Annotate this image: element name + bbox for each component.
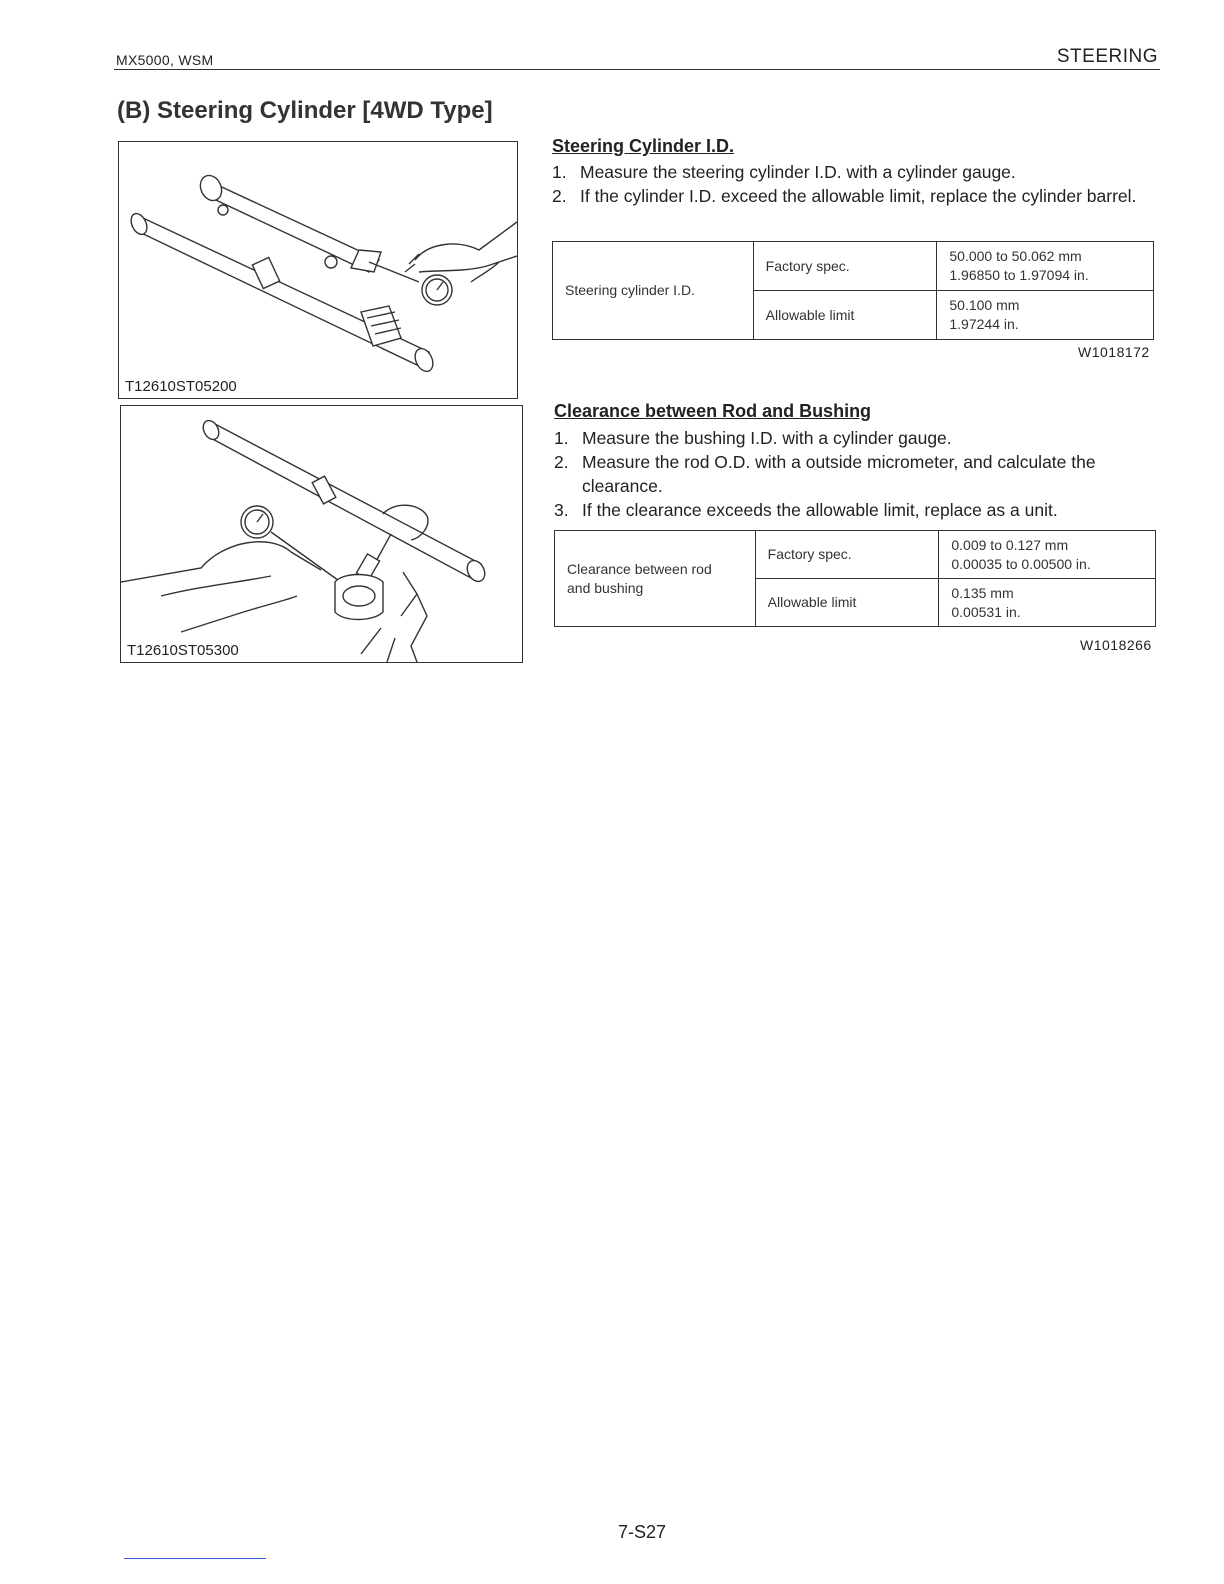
page-number: 7-S27 bbox=[618, 1522, 667, 1542]
chapter-title: STEERING bbox=[1056, 46, 1158, 67]
section-title: (B) Steering Cylinder [4WD Type] bbox=[117, 97, 493, 124]
allowable-limit-value: 50.100 mm 1.97244 in. bbox=[937, 291, 1154, 340]
list-item: 2. If the cylinder I.D. exceed the allowable limit, replace the cylinder barrel. bbox=[552, 186, 1137, 206]
factory-spec-label: Factory spec. bbox=[753, 242, 937, 291]
allowable-limit-label: Allowable limit bbox=[753, 291, 937, 340]
steering-cylinder-id-title: Steering Cylinder I.D. bbox=[552, 136, 735, 156]
clearance-title: Clearance between Rod and Bushing bbox=[554, 401, 872, 421]
footer-rule bbox=[124, 1558, 266, 1559]
factory-spec-label: Factory spec. bbox=[755, 531, 939, 579]
reference-code: W1018266 bbox=[1080, 637, 1152, 653]
list-item: 2. Measure the rod O.D. with a outside micrometer, and calculate the clearance. bbox=[554, 452, 1096, 496]
spec-item-name: Steering cylinder I.D. bbox=[553, 242, 754, 340]
figure-id: T12610ST05200 bbox=[125, 378, 237, 395]
clearance-spec-table bbox=[554, 530, 1156, 627]
figure-cylinder-gauge bbox=[118, 141, 518, 399]
allowable-limit-label: Allowable limit bbox=[755, 579, 939, 627]
figure-id: T12610ST05300 bbox=[127, 642, 239, 659]
micrometer-measurement-illustration bbox=[121, 406, 522, 662]
list-item: 1. Measure the steering cylinder I.D. with a cylinder gauge. bbox=[552, 162, 1016, 182]
steering-cylinder-spec-table bbox=[552, 241, 1154, 340]
manual-title: MX5000, WSM bbox=[116, 52, 214, 68]
clearance-steps bbox=[554, 426, 1162, 522]
list-item: 3. If the clearance exceeds the allowable limit, replace as a unit. bbox=[554, 500, 1058, 520]
spec-item-name: Clearance between rod and bushing bbox=[555, 531, 756, 627]
header-divider bbox=[114, 69, 1160, 70]
factory-spec-value: 0.009 to 0.127 mm 0.00035 to 0.00500 in. bbox=[939, 531, 1156, 579]
cylinder-gauge-illustration bbox=[119, 142, 517, 398]
reference-code: W1018172 bbox=[1078, 344, 1150, 360]
factory-spec-value: 50.000 to 50.062 mm 1.96850 to 1.97094 in. bbox=[937, 242, 1154, 291]
figure-micrometer bbox=[120, 405, 523, 663]
steering-cylinder-steps bbox=[552, 160, 1162, 208]
list-item: 1. Measure the bushing I.D. with a cylinder gauge. bbox=[554, 428, 952, 448]
allowable-limit-value: 0.135 mm 0.00531 in. bbox=[939, 579, 1156, 627]
